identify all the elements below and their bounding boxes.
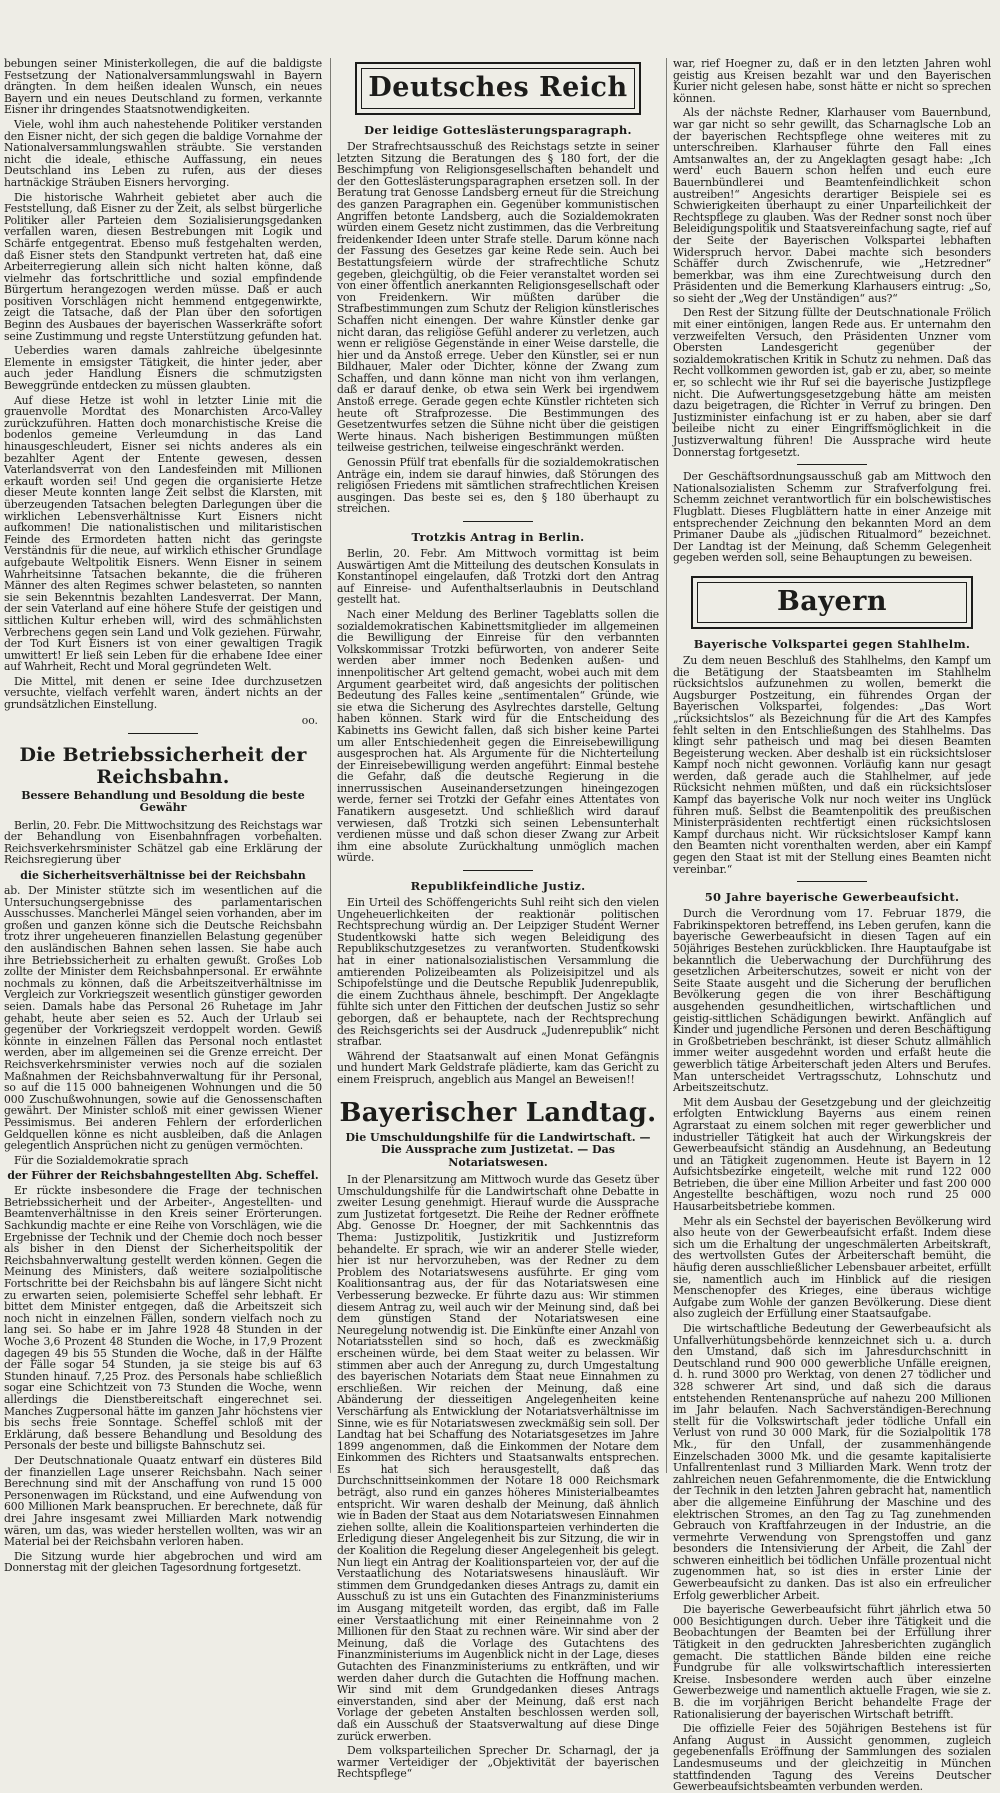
article-paragraph: Durch die Verordnung vom 17. Februar 1879, die Fabrikinspektoren betreffend, ins Leben gerufen, kann die bayerische Gewerbeaufsicht in diesen Tagen auf ein 50jähriges Bestehen zurückblicken. Ihre Hauptaufgabe ist bekanntlich die Ueberwachung der Durchführung des gesetzlichen Arbeiterschutzes, soweit er nicht von der Seite Staate ausgeht und die Sicherung der beruflichen Bevölkerung gegen die von ihrer Beschäftigung ausgehenden gesundheitlichen, wirtschaftlichen und geistig-sittlichen Schädigungen bewirkt. Anfänglich auf Kinder und jugendliche Personen und deren Beschäftigung in Großbetrieben beschränkt, ist dieser Schutz allmählich immer weiter ausgedehnt worden und erfaßt heute die gewerblich tätige Arbeiterschaft jeden Alters und Berufes. Man unterscheidet Vertragsschutz, Lohnschutz und Arbeitszeitschutz. [673,907,991,1095]
article-paragraph: Ein Urteil des Schöffengerichts Suhl reiht sich den vielen Ungeheuerlichkeiten der reaktionär politischen Rechtsprechung würdig an. Der Leipziger Student Werner Studentkowski hatte sich wegen Beleidigung des Republikschutzgesetzes zu verantworten. Studentkowski hat in einer nationalsozialistischen Versammlung die amtierenden Polizeibeamten als Polizeisipitzel und als Schipofelstünge und die Deutsche Republik Judenrepublik, die einem Zuchthaus ähnele, beschimpft. Der Angeklagte fühlte sich unter den Fittichen der deutschen Justiz so sehr geborgen, daß er behauptete, nach der Rechtsprechung des Reichsgerichts sei der Ausdruck „Judenrepublik“ nicht strafbar. [337,896,659,1049]
headline-justiz: Republikfeindliche Justiz. [410,879,586,894]
headline-gewerbeaufsicht: 50 Jahre bayerische Gewerbeaufsicht. [704,890,960,905]
divider [797,881,867,882]
column-right [673,57,991,1793]
article-paragraph: bebungen seiner Ministerkollegen, die auf die baldigste Festsetzung der Nationalversammlungswahl in Bayern drängten. In dem heißen idealen Wunsch, ein neues Bayern und ein neues Deutschland zu formen, verkannte Eisner ihr dringendes Staatsnotwendigkeiten. [4,57,322,117]
article-paragraph: Nach einer Meldung des Berliner Tageblatts sollen die sozialdemokratischen Kabinettsmitglieder im allgemeinen die Bewilligung der Einreise für den verbannten Volkskommissar Trotzki befürworten, von anderer Seite werden aber immer noch Bedenken außen- und innenpolitischer Art geltend gemacht, wobei auch mit dem Argument gearbeitet wird, daß angesichts der politischen Bedeutung des Falles keine „sentimentalen“ Gründe, wie sie etwa die Sicherung des Asylrechtes darstelle, Geltung haben können. Stark wird für die Entscheidung des Kabinetts ins Gewicht fallen, daß sich bisher keine Partei um aller Entschiedenheit gegen die Einreisebewilligung ausgesprochen hat. Als Argumente für die Nichterteilung der Einreisebewilligung werden angeführt: Einmal bestehe die Gefahr, daß die deutsche Regierung in die innerrussischen Auseinandersetzungen hineingezogen werde, ferner sei Trotzki der Gefahr eines Attentates von Fanatikern ausgesetzt. Und schließlich wird darauf verwiesen, daß Trotzki sich seinen Lebensunterhalt verdienen müsse und daß schon dieser Zwang zur Arbeit ihm eine absolute Zurückhaltung unmöglich machen würde. [337,607,659,865]
article-paragraph: Die Mittel, mit denen er seine Idee durchzusetzen versuchte, vielfach verfehlt waren, ändert nichts an der grundsätzlichen Einstellung. [4,674,322,712]
article-paragraph: Die wirtschaftliche Bedeutung der Gewerbeaufsicht als Unfallverhütungsbehörde kennzeichnet sich u. a. durch den Umstand, daß sich im Jahresdurchschnitt in Deutschland rund 900 000 gewerbliche Unfälle ereignen, d. h. rund 3000 pro Werktag, von denen 27 tödlicher und 328 schwerer Art sind, und daß sich die daraus entstehenden Rentenansprüche auf nahezu 200 Millionen im Jahr belaufen. Nach Sachverständigen-Berechnung stellt für die Volkswirtschaft jeder tödliche Unfall ein Verlust von rund 30 000 Mark, für die Sozialpolitik 178 Mk., für den Unfall, der zusammenhängende Einzelschaden 3000 Mk. und die gesamte kapitalisierte Unfallrentenlast rund 3 Milliarden Mark. Wenn trotz der zahlreichen neuen Gefahrenmomente, die die Entwicklung der Technik in den letzten Jahren gebracht hat, namentlich aber die allgemeine Einführung der Maschine und des elektrischen Stromes, an den Tag zu Tag zunehmenden Gebrauch von Kraftfahrzeugen in der Industrie, an die vermehrte Verwendung von Sprengstoffen und ganz besonders die Intensivierung der Arbeit, die Zahl der schweren einheitlich bei tödlichen Unfälle prozentual nicht zugenommen hat, so ist dies in erster Linie der Gewerbeaufsicht zu danken. Das ist also ein erfreulicher Erfolg gewerblicher Arbeit. [673,1322,991,1602]
section-title: Bayern [697,582,967,623]
article-paragraph: Berlin, 20. Febr. Die Mittwochsitzung des Reichstags war der Behandlung von Eisenbahnfragen vorbehalten. Reichsverkehrsminister Schätzel gab eine Erklärung der Reichsregierung über [4,818,322,867]
column-middle [337,58,659,1781]
article-signature: oo. [301,713,318,727]
headline-trotzki: Trotzkis Antrag in Berlin. [411,530,585,544]
article-paragraph: Mehr als ein Sechstel der bayerischen Bevölkerung wird also heute von der Gewerbeaufsicht erfaßt. Indem diese sich um die Erhaltung der ungeschmälerten Arbeitskraft, des wertvollsten Gutes der Arbeiterschaft bemüht, die häufig deren ausschließlicher Lebensbauer arbeitet, erfüllt sie, namentlich auch im Hinblick auf die riesigen Menschenopfer des Krieges, eine überaus wichtige Aufgabe zum Wohle der ganzen Bevölkerung. Diese dient also zugleich der Erfüllung einer Staatsaufgabe. [673,1214,991,1321]
article-paragraph: Dem volksparteilichen Sprecher Dr. Scharnagl, der ja warmer Verteidiger der „Objektivität der bayerischen Rechtspflege“ [337,1744,659,1781]
article-paragraph: Während der Staatsanwalt auf einen Monat Gefängnis und hundert Mark Geldstrafe plädierte, kam das Gericht zu einem Freispruch, angeblich aus Mangel an Beweisen!! [337,1049,659,1086]
article-paragraph: Viele, wohl ihm auch nahestehende Politiker verstanden den Eisner nicht, der sich gegen die baldige Vornahme der Nationalversammlungswahlen sträubte. Sie verstanden nicht die ideale, ethische Auffassung, ein neues Deutschland ins Leben zu rufen, aus der dieses hartnäckige Sträuben Eisners hervorging. [4,117,322,189]
subheadline-landtag: Die Umschuldungshilfe für die Landwirtschaft. — Die Aussprache zum Justizetat. — Das Notariatswesen. [345,1130,651,1169]
divider [128,733,198,734]
article-paragraph: Zu dem neuen Beschluß des Stahlhelms, den Kampf um die Betätigung der Staatsbeamten im Stahlhelm rücksichtslos aufzunehmen zu wollen, bemerkt die Augsburger Postzeitung, ein führendes Organ der Bayerischen Volkspartei, folgendes: „Das Wort „rücksichtslos“ als Bezeichnung für die Art des Kampfes fehlt selten in den Entschließungen des Stahlhelms. Das klingt sehr patheisch und mag bei diesen Beamten Begeisterung wecken. Aber deshalb ist ein rücksichtsloser Kampf noch nicht gewonnen. Vorläufig kann nur gesagt werden, daß gerade auch die Stahlhelmer, auf jede Rücksicht nehmen müßten, und daß ein rücksichtsloser Kampf das bayerische Volk nur noch weiter ins Unglück führen muß. Selbst die Beamtenpolitik des preußischen Ministerpräsidenten rechtfertigt einen rücksichtslosen Kampf durchaus nicht. Wir rücksichtsloser Kampf kann den Beamten nicht vorenthalten werden, aber ein Kampf gegen den Staat ist mit der Stellung eines Beamten nicht vereinbar.“ [673,653,991,876]
headline-gotteslaesterung: Der leidige Gotteslästerungsparagraph. [364,123,632,137]
column-rule-1 [330,58,331,1473]
article-paragraph: Die offizielle Feier des 50jährigen Bestehens ist für Anfang August in Aussicht genommen, zugleich gegebenenfalls Eröffnung der Sammlungen des sozialen Landesmuseums und der gleichzeitig in München stattfindenden Tagung des Vereins Deutscher Gewerbeaufsichtsbeamten verbunden werden. [673,1722,991,1793]
column-rule-2 [666,58,667,1473]
article-paragraph: Berlin, 20. Febr. Am Mittwoch vormittag ist beim Auswärtigen Amt die Mitteilung des deutschen Konsulats in Konstantinopel eingelaufen, daß Trotzki dort den Antrag auf Einreise- und Aufenthaltserlaubnis in Deutschland gestellt hat. [337,547,659,607]
divider [463,521,533,522]
article-paragraph: Für die Sozialdemokratie sprach [14,1153,189,1167]
section-box-deutsches-reich [355,62,641,115]
article-paragraph: Den Rest der Sitzung füllte der Deutschnationale Frölich mit einer eintönigen, langen Rede aus. Er unternahm den verzweifelten Versuch, den Präsidenten Unzner vom Obersten Landesgericht gegenüber der sozialdemokratischen Kritik in Schutz zu nehmen. Daß das Recht vollkommen geworden ist, gab er zu, aber, so meinte er, so schlecht wie ihr Ruf sei die bayerische Justizpflege nicht. Die Aufwertungsgesetzgebung hätte am meisten dazu beigetragen, die Richter in Verruf zu bringen. Den Justizminister einfachung ist er zu haben, aber sie darf beileibe nicht zu einer Eingriffsmöglichkeit in die Justizverwaltung führen! Die Aussprache wird heute Donnerstag fortgesetzt. [673,306,991,459]
section-title: Deutsches Reich [361,68,635,109]
article-paragraph: Ueberdies waren damals zahlreiche übelgesinnte Elemente in emsigster Tätigkeit, die hinter jeder, aber auch jeder Handlung Eisners die schmutzigsten Beweggründe entdecken zu müssen glaubten. [4,344,322,393]
article-paragraph: Er rückte insbesondere die Frage der technischen Betriebssicherheit und der Arbeiter-, Angestellten- und Beamtenverhältnisse in den Kreis seiner Erörterungen. Sachkundig machte er eine Reihe von Vorschlägen, wie die Ergebnisse der Technik und der Chemie doch noch besser als bisher in den Dienst der Sicherheitspolitik der Reichsbahnverwaltung gestellt werden können. Gegen die Meinung des Ministers, daß weitere sozialpolitische Fortschritte bei der Reichsbahn bis auf längere Sicht nicht zu erwarten seien, polemisierte Scheffel sehr lebhaft. Er bittet dem Minister entgegen, daß die Arbeitszeit sich noch nicht in einzelnen Fällen, sondern vielfach noch zu lang sei. So habe er im Jahre 1928 48 Stunden in der Woche 3,6 Prozent 48 Stunden die Woche, in 17,9 Prozent dagegen 49 bis 55 Stunden die Woche, daß in der Hälfte der Fälle sogar 54 Stunden, ja sie steige bis auf 63 Stunden hinauf. 7,25 Proz. des Personals habe schließlich sogar eine Schichtzeit von 73 Stunden die Woche, wenn allerdings die Dienstbereitschaft eingerechnet sei. Manches Zugpersonal hätte im ganzen Jahr höchstens vier bis sechs freie Sonntage. Scheffel schloß mit der Erklärung, daß bessere Behandlung und Besoldung des Personals der beste und billigste Bahnschutz sei. [4,1184,322,1453]
article-paragraph: Als der nächste Redner, Klarhauser vom Bauernbund, war gar nicht so sehr gewillt, das Scharnaglsche Lob an der bayerischen Rechtspflege ohne weiteres mit zu unterschreiben. Klarhauser führte den Fall eines Amtsanwaltes an, der zu Angeklagten gesagt habe: „Ich werd' euch Bauern schon helfen und euch eure Bauernbündlerei und Beamtenfeindlichkeit schon austreiben!“ Angesichts derartiger Beispiele sei es Schwierigkeiten überhaupt zu einer Unparteilichkeit der Rechtspflege zu glauben. Was der Redner sonst noch über Beleidigungspolitik und Staatsvereinfachung sagte, rief auf der Seite der Bayerischen Volkspartei lebhaften Widerspruch hervor. Dabei machte sich besonders Schäffer durch Zwischenrufe, wie „Hetzredner“ bemerkbar, was ihm eine Zurechtweisung durch den Präsidenten und die Bemerkung Klarhausers eintrug: „So, so sieht der „Weg der Unständigen“ aus?“ [673,106,991,305]
subheadline-reichsbahn: Bessere Behandlung und Besoldung die beste Gewähr [21,788,305,815]
article-paragraph: Der Deutschnationale Quaatz entwarf ein düsteres Bild der finanziellen Lage unserer Reichsbahn. Nach seiner Berechnung sind mit der Anschaffung von rund 15 000 Personenwagen im Rückstand, und eine Aufwendung von 600 Millionen Mark beanspruchen. Er berechnete, daß für drei Jahre insgesamt zwei Milliarden Mark notwendig wären, um das, was wieder herstellen wollten, was wir an Material bei der Reichsbahn verloren haben. [4,1453,322,1549]
column-left [4,57,322,1575]
article-paragraph: Die bayerische Gewerbeaufsicht führt jährlich etwa 50 000 Besichtigungen durch. Ueber ihre Tätigkeit und die Beobachtungen der Beamten bei der Erfüllung ihrer Tätigkeit in den gedruckten Jahresberichten zugänglich gemacht. Die stattlichen Bände bilden eine reiche Fundgrube für alle volkswirtschaftlich interessierten Kreise. Insbesondere werden auch über einzelne Gewerbezweige und namentlich aktuelle Fragen, wie sie z. B. die im vorjährigen Bericht behandelte Frage der Rationalisierung der bayerischen Wirtschaft betrifft. [673,1603,991,1721]
inline-subhead: der Führer der Reichsbahngestellten Abg. Scheffel. [7,1169,319,1183]
article-paragraph: Die Sitzung wurde hier abgebrochen und wird am Donnerstag mit der gleichen Tagesordnung fortgesetzt. [4,1549,322,1575]
headline-stahlhelm: Bayerische Volkspartei gegen Stahlhelm. [693,636,971,651]
headline-landtag: Bayerischer Landtag. [339,1097,657,1128]
article-paragraph: war, rief Hoegner zu, daß er in den letzten Jahren wohl geistig aus Kreisen bezahlt war und den Bayerischen Kurier nicht gelesen habe, sonst hätte er nicht so sprechen können. [673,57,991,105]
article-paragraph: ab. Der Minister stützte sich im wesentlichen auf die Untersuchungsergebnisse des parlamentarischen Ausschusses. Mancherlei Mängel seien vorhanden, aber im großen und ganzen könne sich die Deutsche Reichsbahn trotz ihrer ungeheueren finanziellen Belastung gegenüber den ausländischen Bahnen sehen lassen. Sie habe auch ihre Betriebssicherheit zu erhalten gewußt. Großes Lob zollte der Minister dem Reichsbahnpersonal. Er erwähnte nochmals zu können, daß die Arbeitszeitverhältnisse im Vergleich zur Vorkriegszeit wesentlich günstiger geworden seien. Damals habe das Personal 26 Ruhetage im Jahr gehabt, heute aber seien es 52. Auch der Urlaub sei gegenüber der Vorkriegszeit verdoppelt worden. Gewiß könnte in einzelnen Fällen das Personal noch entlastet werden, aber im allgemeinen sei die Grenze erreicht. Der Reichsverkehrsminister verwies noch auf die sozialen Maßnahmen der Reichsbahnverwaltung für ihr Personal, so auf die 115 000 bahneigenen Wohnungen und die 50 000 Zuschußwohnungen, sowie auf die Genossenschaften gewährt. Der Minister schloß mit einer gewissen Wiener Pessimismus. Bei anderen Fehlern der erforderlichen Geldquellen könne es nicht ausbleiben, daß die Anlagen gelegentlich Ansprüchen nicht zu genügen vermöchten. [4,884,322,1153]
headline-reichsbahn: Die Betriebssicherheit der Reichsbahn. [19,743,307,788]
inline-subhead: die Sicherheitsverhältnisse bei der Reichsbahn [20,869,306,883]
divider [797,464,867,465]
article-paragraph: Genossin Pfülf trat ebenfalls für die sozialdemokratischen Anträge ein, indem sie darauf hinwies, daß Störungen des religiösen Friedens mit sämtlichen strafrechtlichen Kreisen ausgingen. Das beste sei es, den § 180 überhaupt zu streichen. [337,456,659,516]
section-box-bayern [691,576,973,629]
divider [463,870,533,871]
article-paragraph: Die historische Wahrheit gebietet aber auch die Feststellung, daß Eisner zu der Zeit, als selbst bürgerliche Politiker aller Parteien dem Sozialisierungsgedanken verfallen waren, diesen Bestrebungen mit Logik und Schärfe entgegentrat. Ebenso muß festgehalten werden, daß Eisner stets den Standpunkt vertreten hat, daß eine Arbeiterregierung allein sich nicht halten könne, daß vielmehr das fortschrittliche und sozial empfindende Bürgertum herangezogen werden müsse. Daß er auch positiven Vorschlägen nicht hemmend entgegenwirkte, zeigt die Tatsache, daß der Plan über den sofortigen Beginn des Ausbaues der bayerischen Wasserkräfte sofort seine Zustimmung und regste Unterstützung gefunden hat. [4,190,322,343]
article-paragraph: Der Strafrechtsausschuß des Reichstags setzte in seiner letzten Sitzung die Beratungen des § 180 fort, der die Beschimpfung von Religionsgesellschaften behandelt und der den Gotteslästerungsparagraphen ersetzen soll. In der Beratung trat Genosse Landsberg erneut für die Streichung des ganzen Paragraphen ein. Gegenüber kommunistischen Angriffen betonte Landsberg, auch die Sozialdemokraten würden einem Gesetz nicht zustimmen, das die Verbreitung freidenkender Ideen unter Strafe stelle. Darum könne nach der Fassung des Gesetzes gar keine Rede sein. Auch bei Bestattungsfeiern würde der strafrechtliche Schutz gegeben, gleichgültig, ob die Feier veranstaltet worden sei von einer öffentlich anerkannten Religionsgesellschaft oder von Freidenkern. Wir müßten darüber die Strafbestimmungen zum Schutz der Religion künstlerisches Schaffen nicht einengen. Der wahre Künstler denke gar nicht daran, das religiöse Gefühl anderer zu verletzen, auch wenn er religiöse Gegenstände in einer Weise darstelle, die hier und da Anstoß errege. Ueber den Künstler, sei er nun Bildhauer, Maler oder Dichter, könne der Zwang zum Schaffen, und dann könne man nicht von ihm verlangen, daß er darauf denke, ob etwa sein Werk bei irgendwem Anstoß errege. Gerade gegen echte Künstler richteten sich heute oft Strafprozesse. Die Bestimmungen des Gesetzentwurfes setzen die Sühne nicht über die geistigen Werte hinaus. Nach bisherigen Bestimmungen müßten teilweise gestrichen, teilweise eingeschränkt werden. [337,140,659,455]
article-paragraph: Mit dem Ausbau der Gesetzgebung und der gleichzeitig erfolgten Entwicklung Bayerns aus einem reinen Agrarstaat zu einem solchen mit reger gewerblicher und industrieller Tätigkeit hat auch der Wirkungskreis der Gewerbeaufsicht ständig an Ausdehnung, an Bedeutung und an Tätigkeit zugenommen. Heute ist Bayern in 12 Aufsichtsbezirke eingeteilt, welche mit rund 122 000 Betrieben, die über eine Million Arbeiter und fast 200 000 Angestellte beschäftigen, wozu noch rund 25 000 Hausarbeitsbetriebe kommen. [673,1095,991,1214]
article-paragraph: Auf diese Hetze ist wohl in letzter Linie mit die grauenvolle Mordtat des Monarchisten Arco-Valley zurückzuführen. Hatten doch monarchistische Kreise die bodenlos gemeine Verleumdung in das Land hinausgeschleudert, Eisner sei nichts anderes als ein bezahlter Agent der Entente gewesen, dessen Vaterlandsverrat von den Landesfeinden mit Millionen erkauft worden sei! Und gegen die organisierte Hetze dieser Meute konnten lange Zeit selbst die Klarsten, mit überzeugenden Tatsachen belegten Darlegungen über die wirklichen Lebensverhältnisse Kurt Eisners nicht aufkommen! Die nationalistischen und militaristischen Feinde des Ermordeten hatten nicht das geringste Verständnis für die neue, auf wirklich ethischer Grundlage aufgebaute Weltpolitik Eisners. Wenn Eisner in seinem Wahrheitsinne Tatsachen bekannte, die die früheren Männer des alten Regimes schwer belasteten, so nannten sie sein Bekenntnis bezahlten Landesverrat. Der Mann, der sein Vaterland auf eine höhere Stufe der geistigen und sittlichen Kultur erheben will, wird des schmählichsten Verbrechens gegen sein Land und Volk geziehen. Fürwahr, der Tod Kurt Eisners ist von einer gewaltigen Tragik umwittert! Er ließ sein Leben für die erhabene Idee einer auf Wahrheit, Recht und Moral gegründeten Welt. [4,393,322,674]
article-paragraph: In der Plenarsitzung am Mittwoch wurde das Gesetz über Umschuldungshilfe für die Landwirtschaft ohne Debatte in zweiter Lesung genehmigt. Hierauf wurde die Aussprache zum Justizetat fortgesetzt. Die Reihe der Redner eröffnete Abg. Genosse Dr. Hoegner, der mit Sachkenntnis das Thema: Justizpolitik, Justizkritik und Justizreform behandelte. Er sprach, wie wir an anderer Stelle wieder, hier ist nur hervorzuheben, was der Redner zu dem Problem des Notariatswesens ausführte. Er ging vom Koalitionsantrag aus, der für das Notariatswesen eine Verbesserung bezwecke. Er führte dazu aus: Wir stimmen diesem Antrag zu, weil auch wir der Meinung sind, daß bei dem günstigen Stand der Notariatswesen eine Neuregelung notwendig ist. Die Einkünfte einer Anzahl von Notariatsstellen sind so hoch, daß es zweckmäßig erscheinen würde, bei dem Staat weiter zu belassen. Wir stimmen aber auch der Anregung zu, durch Umgestaltung des bayerischen Notariats dem Staat neue Einnahmen zu erschließen. Wir reichen der Meinung, daß eine Abänderung der diesseitigen Angelegenheiten keine Verschärfung als Entwicklung der Notariatsverhältnisse im Sinne, wie es für Notariatswesen zweckmäßig sein soll. Der Landtag hat bei Schaffung des Notariatsgesetzes im Jahre 1899 angenommen, daß die Einkommen der Notare dem Einkommen des Richters und Staatsanwalts entsprechen. Es hat sich herausgestellt, daß das Durchschnittseinkommen der Notare 18 000 Reichsmark beträgt, also rund ein ganzes höheres Ministerialbeamtes entspricht. Wir waren deshalb der Meinung, daß ähnlich wie in Baden der Staat aus dem Notariatswesen Einnahmen ziehen sollte, allein die Koalitionsparteien verhinderten die Erledigung dieser Angelegenheit bis zur Sitzung, die wir in der Koalition die Regelung dieser Angelegenheit bis gelegt. Nun liegt ein Antrag der Koalitionsparteien vor, der auf die Verstaatlichung des Notariatswesens hinausläuft. Wir stimmen dem Grundgedanken dieses Antrags zu, damit ein Ausschuß zu ist uns ein Gutachten des Finanzministeriums im Ausgang mitgeteilt worden, das ergibt, daß im Falle einer Verstaatlichung mit einer Reineinnahme von 2 Millionen für den Staat zu rechnen wäre. Wir sind aber der Meinung, daß die Vorlage des Gutachtens des Finanzministeriums im Augenblick nicht in der Lage, dieses Gutachten des Finanzministeriums zu entkräften, und wir werden daher durch die Gutachten die Hoffnung machen. Wir sind mit dem Grundgedanken dieses Antrags einverstanden, sind aber der Meinung, daß erst nach Vorlage der gebeten Anstalten beschlossen werden soll, daß ein Ausschuß der Staatsverwaltung auf diese Dinge zurück erwerben. [337,1173,659,1743]
article-paragraph: Der Geschäftsordnungsausschuß gab am Mittwoch den Nationalsozialisten Schemm zur Strafverfolgung frei. Schemm zeichnet verantwortlich für ein bolschewistisches Flugblatt. Dieses Flugblättern hatte in einer Anzeige mit entsprechender Zeichnung den bekannten Mord an dem Primaner Daube als „jüdischen Ritualmord“ bezeichnet. Der Landtag ist der Meinung, daß Schemm Gelegenheit gegeben werden soll, seine Behauptungen zu beweisen. [673,470,991,565]
